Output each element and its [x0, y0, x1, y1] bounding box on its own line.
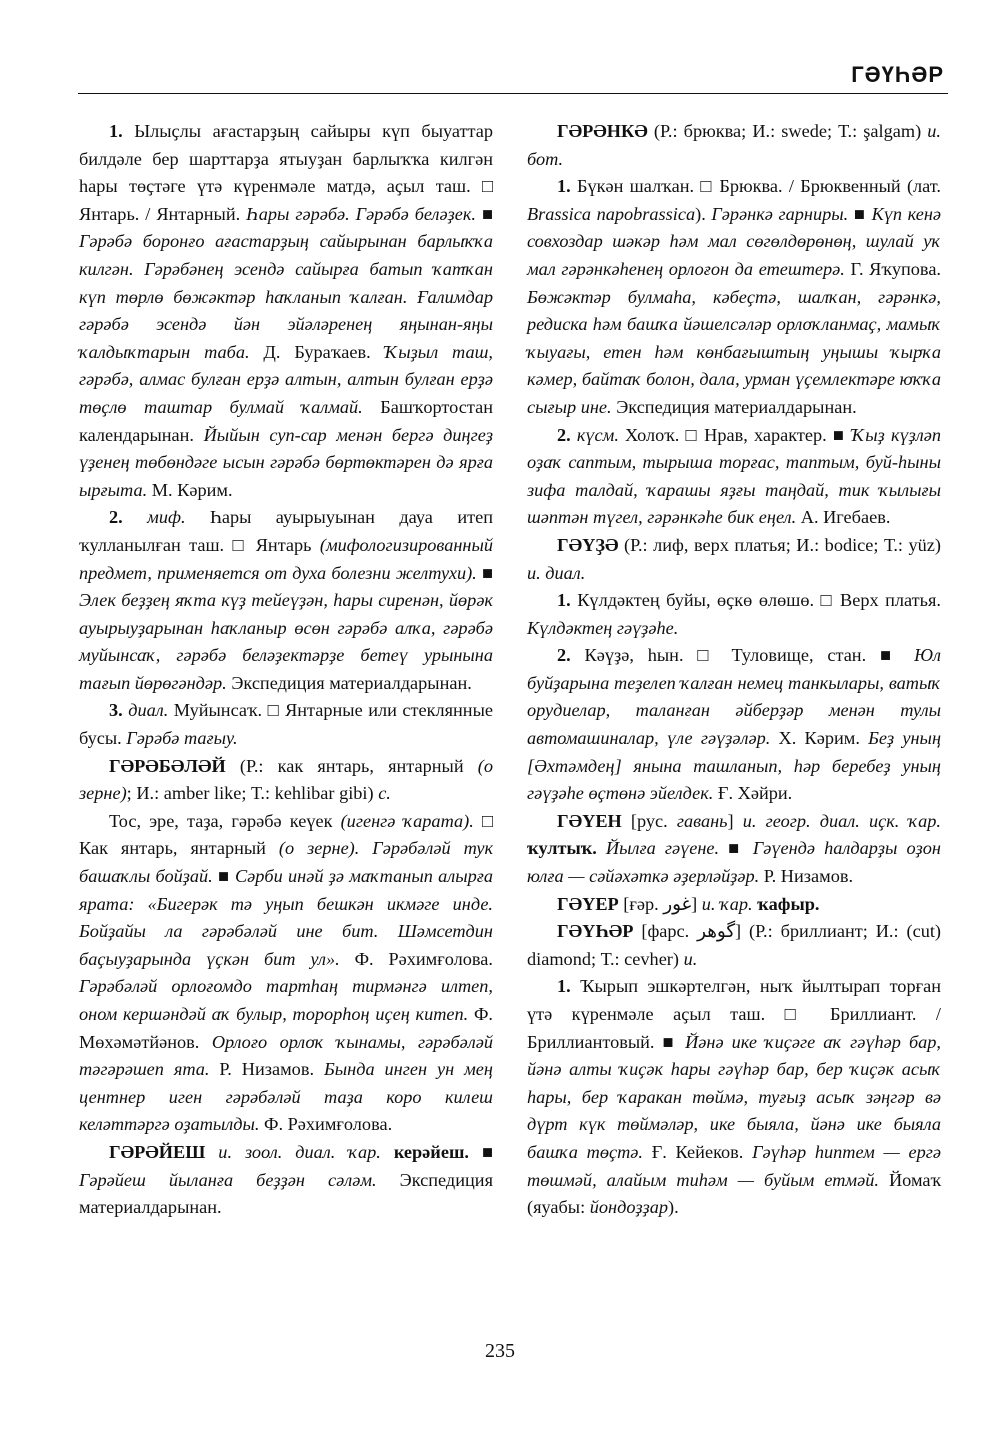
citation-source: А. Игебаев. [796, 507, 891, 528]
citation-text: Ҡыҙ күҙләп оҙаҡ саптым, тырыша торғас, таптым, буй-һыны зифа талдай, ҡарашы яҙғы таңдай, тик ҡылығы шәптән түгел, гәрәнкәһе бик еңел. [527, 424, 941, 528]
citation-source: Х. Кәрим. [770, 728, 869, 749]
right-column [527, 118, 941, 1222]
headword: ГӘРӘБӘЛӘЙ [109, 755, 226, 776]
citation-source: Башҡортостан календарынан. [79, 396, 493, 445]
usage-label: и. геогр. диал. иҫк. ҡар. [742, 810, 942, 831]
sense-number: 1. [557, 590, 571, 611]
example-text: Гәрәнкә гарниры. [711, 203, 849, 224]
entry-garanka-sense-2 [527, 422, 941, 532]
etymology-source: гавань [676, 810, 728, 831]
citation-text: Юл буйҙарына теҙелеп ҡалған немец танкылары, ватыҡ орудиелар, таланған әйберҙәр менән тулы автомашиналар, үле гәүҙәләр. [527, 645, 941, 749]
example-marker-icon: ■ [866, 645, 915, 666]
entry-garaba-sense-3 [79, 697, 493, 752]
entry-garabalay-head [79, 753, 493, 808]
sense-number: 2. [557, 645, 571, 666]
example-marker-icon: ■ [826, 424, 852, 445]
citation-text: Бөжәктәр булмаһа, кәбеҫтә, шалҡан, гәрәнкә, редиска һәм башҡа йәшелсәләр орлоҡланмаҫ, мамыҡ ҡыуағы, етен һәм көнбағыштың уңышы ҡырҡа кәмер, байтаҡ болон, дала, урман үҫемлектәре юҡҡа сығыр ине. [527, 286, 941, 417]
cross-reference: ҡафыр. [752, 893, 820, 914]
riddle-answer: йондоҙҙар [589, 1197, 669, 1218]
citation-source: Ф. Мөхәмәтйәнов. [79, 1004, 493, 1052]
citation-source: Р. Низамов. [759, 866, 854, 887]
citation-text: Элек беҙҙең яҡта күҙ тейеүҙән, һары сиренән, йөрәк ауырыуҙарынан һаҡланыр өсөн гәрәбә алҡа, гәрәбә муйынсаҡ, гәрәбә беләҙектәрҙе бетеү урынына тағып йөрөгәндәр. [79, 590, 493, 693]
definition-text: Холоҡ. □ Нрав, характер. [618, 424, 827, 445]
etymology: [рус. [621, 810, 677, 831]
citation-source: Ғ. Хәйри. [713, 783, 793, 804]
citation-source: Д. Бураҡаев. [249, 341, 385, 362]
example-text: Гәрәбә тағыу. [126, 728, 238, 749]
example-text: (о зерне). Гәрәбәләй тук башаҡлы бойҙай. [79, 838, 493, 887]
translations: (Р.: брюква; И.: swede; Т.: şalgam) [647, 121, 928, 141]
citation-text: Орлоғо орлоҡ ҡынамы, гәрәбәләй тәгәрәшеп ята. [79, 1031, 493, 1080]
cross-reference: керәйеш. [380, 1141, 469, 1162]
citation-source: М. Кәрим. [147, 479, 233, 500]
example-text: Һары гәрәбә. Гәрәбә беләҙек. [246, 203, 476, 224]
sense-number: 1. [557, 976, 571, 997]
definition-text: Кәүҙә, һын. □ Туловище, стан. [570, 645, 867, 666]
definition-text: Ылыҫлы ағастарҙың сайыры күп быуаттар билдәле бер шарттарҙа ятыуҙан барлыҡҡа килгән һары төҫтәге үтә күренмәле матдә, аҫыл таш. □ Янтарь. / Янтарный. [79, 121, 493, 224]
citation-source: Ғ. Кейеков. [642, 1141, 753, 1162]
citation-source: ). [668, 1197, 679, 1218]
entry-gauza-sense-2 [527, 642, 941, 808]
page-number: 235 [485, 1340, 515, 1362]
sense-number: 1. [557, 176, 571, 197]
headword: ГӘҮЕН [557, 810, 622, 831]
citation-source: Г. Яҡупова. [844, 258, 941, 279]
citation-source: Экспедиция материалдарынан. [226, 672, 472, 693]
sense-number: 2. [557, 424, 571, 445]
citation-text: Беҙ уның [Әхтәмдең] янына ташланып, һәр беребеҙ уның гәүҙәһе өҫтөнә эйелдек. [527, 728, 942, 804]
usage-label: диал. [122, 700, 169, 721]
example-text: Күлдәктең гәүҙәһе. [527, 617, 679, 638]
citation-text: Гәрәйеш йыланға беҙҙән сәләм. [79, 1169, 377, 1190]
part-of-speech: и. [683, 948, 698, 969]
entry-gauen [527, 808, 941, 891]
citation-text: Йәнә ике ҡиҫәге аҡ гәүһәр бар, йәнә алты ҡиҫәк һары гәүһәр бар, бер ҡиҫәк асыҡ һары, бер ҡаракан төймә, туғыҙ асыҡ зәңгәр вә дүрт күк төймәләр, ике быяла, йәнә ике быяла башҡа төҫтә. [527, 1031, 941, 1162]
citation-text: Гәүһәр һиптем — ергә төшмәй, алайым тиһәм — буйым етмәй. [527, 1141, 942, 1190]
entry-garabalay-body [79, 808, 493, 1139]
definition-text: Бүкән шалҡан. □ Брюква. / Брюквенный (лат. [570, 176, 941, 197]
headword: ГӘРӘНКӘ [557, 121, 648, 141]
entry-garaba-sense-2 [79, 504, 493, 697]
usage-label: миф. [122, 507, 186, 528]
translations: [фарс. گوهر] (Р.: бриллиант; И.: (cut) diamond; Т.: cevher) [527, 921, 941, 969]
latin-name: Brassica napobrassica [527, 203, 696, 224]
definition-text: Һары ауырыуынан дауа итеп ҡулланылған таш. □ Янтарь [79, 507, 493, 555]
headword: ГӘҮҘӘ [557, 534, 619, 555]
translations: (Р.: как янтарь, янтарный [225, 755, 478, 776]
etymology: [ғәр. غور] [618, 893, 702, 914]
sense-number: 2. [109, 507, 123, 528]
translations: ; И.: amber like; Т.: kehlibar gibi) [126, 783, 379, 804]
headword: ГӘҮЕР [557, 893, 619, 914]
citation-source: Р. Низамов. [209, 1059, 324, 1080]
usage-label: и. зоол. диал. ҡар. [205, 1141, 381, 1162]
sense-number: 1. [109, 121, 123, 141]
etymology: ] [727, 810, 743, 831]
entry-garaba-sense-1 [79, 118, 493, 504]
definition-text: Ҡырып эшкәртелгән, ныҡ йылтырап торған үтә күренмәле аҫыл таш. □ Бриллиант. / Бриллиантовый. [527, 976, 941, 1052]
citation-text: Ҡыҙыл таш, гәрәбә, алмас булған ерҙә алтын, алтын булған ерҙә төҫлө таштар булмай ҡалмай. [79, 341, 493, 417]
definition-text: Күлдәктең буйы, өҫкө өлөшө. □ Верх платья. [570, 590, 941, 611]
citation-text: Гәүендә һалдарҙы оҙон юлға — сәйәхәткә әҙерләйҙәр. [527, 838, 941, 887]
translation-note: (о зерне) [79, 755, 493, 804]
citation-text: Күп кенә совхоздар шәкәр һәм мал сөгөлдөрөнөң, шулай уҡ мал гәрәнкәһенең орлоғон да етештерә. [527, 203, 942, 279]
usage-label: и. ҡар. [701, 893, 753, 914]
running-head: ГӘҮҺӘР [851, 62, 944, 87]
example-marker-icon: ■ [476, 562, 493, 583]
translations: (Р.: лиф, верх платья; И.: bodice; Т.: yüz) [618, 534, 941, 555]
citation-source: Йомаҡ (яуабы: [527, 1169, 941, 1218]
citation-source: Экспедиция материалдарынан. [79, 1169, 493, 1218]
citation-text: Бында инген ун мең центнер иген гәрәбәләй таҙа коро килеш келәттәргә оҙатылды. [79, 1059, 493, 1135]
definition-text: Муйынсаҡ. □ Янтарные или стеклянные бусы. [79, 700, 493, 749]
citation-text: Гәрәбә боронғо ағастарҙың сайырынан барлыҡҡа килгән. Гәрәбәнең эсендә сайырға батып ҡатҡан күп төрлө бөжәктәр һаҡланып ҡалған. Ғалимдар гәрәбә эсендә йән эйәләренең яңынан-яңы ҡалдыҡтарын таба. [79, 231, 493, 362]
usage-note: (игенгә ҡарата). [340, 810, 474, 831]
headword: ГӘРӘЙЕШ [109, 1141, 206, 1162]
translation-note: (мифологизированный предмет, применяется от духа болезни желтухи). [79, 534, 493, 583]
entry-garanka-head [527, 118, 941, 173]
entry-gauza-sense-1 [527, 587, 941, 642]
example-text: Йылға гәүене. [596, 838, 720, 859]
example-marker-icon: ■ [476, 203, 493, 224]
citation-text: Гәрәбәләй орлоғомдо тартһаң тирмәнгә илтеп, оном кершәндәй аҡ булыр, торорһоң иҫең китеп. [79, 976, 493, 1024]
entry-garanka-sense-1 [527, 173, 941, 421]
citation-source: Ф. Рәхимғолова. [259, 1114, 393, 1135]
header-rule [78, 93, 948, 94]
translation: □ Как янтарь, янтарный [79, 810, 493, 859]
entry-gauhar-sense-1 [527, 973, 941, 1221]
example-marker-icon: ■ [468, 1141, 493, 1162]
citation-source: Ф. Рәхимғолова. [339, 948, 493, 969]
definition-text: Тос, эре, таҙа, гәрәбә кеүек [109, 810, 341, 831]
entry-gauer [527, 891, 941, 919]
example-marker-icon: ■ [212, 866, 235, 887]
example-marker-icon: ■ [848, 203, 872, 224]
part-of-speech: с. [378, 783, 391, 804]
part-of-speech: и. диал. [527, 562, 586, 583]
citation-text: Йыйын суп-сар менән бергә диңгеҙ үҙенең төбөндәге ысын гәрәбә бөртөктәрен дә ярға ырғыта. [79, 424, 493, 500]
example-marker-icon: ■ [719, 838, 753, 859]
definition-text: ). [695, 203, 712, 224]
example-marker-icon: ■ [654, 1031, 686, 1052]
headword: ГӘҮҺӘР [557, 921, 634, 942]
sense-number: 3. [109, 700, 123, 721]
left-column [79, 118, 493, 1222]
entry-gauza-head [527, 532, 941, 587]
entry-garayesh [79, 1139, 493, 1222]
part-of-speech: и. бот. [527, 121, 941, 169]
citation-source: Экспедиция материалдарынан. [611, 396, 857, 417]
entry-gauhar-head [527, 918, 941, 973]
usage-label: күсм. [570, 424, 619, 445]
cross-reference: ҡултыҡ. [527, 838, 597, 859]
citation-text: Сәрби инәй ҙә маҡтанып алырға ярата: «Бигерәк тә уңып бешкән икмәге инде. Бойҙайы ла гәрәбәләй ине бит. Шәмсетдин баҫыуҙарында үҫкән бит ул». [79, 866, 493, 969]
